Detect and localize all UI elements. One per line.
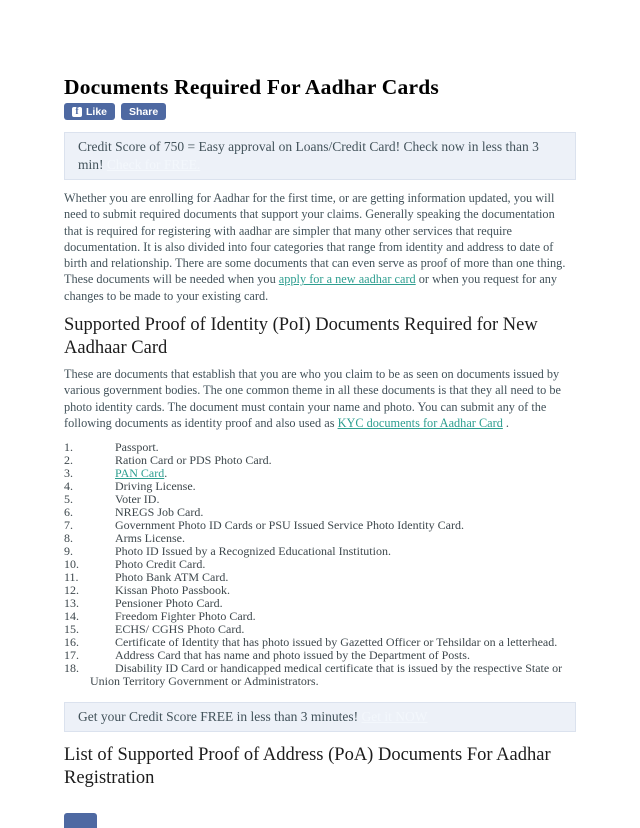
list-item-number: 5. [64, 492, 73, 507]
like-button-label: Like [86, 105, 108, 118]
list-item-text: Voter ID. [115, 492, 160, 507]
credit-score-banner-bottom [64, 702, 576, 732]
list-item-number: 8. [64, 531, 73, 546]
credit-score-banner-top [64, 132, 576, 180]
list-item-number: 10. [64, 557, 79, 572]
list-item-number: 4. [64, 479, 73, 494]
pan-card-link[interactable]: PAN Card [115, 466, 165, 481]
list-item-text: ECHS/ CGHS Photo Card. [115, 622, 245, 637]
share-button-label: Share [129, 105, 159, 118]
list-item-number: 9. [64, 544, 73, 559]
list-item-text: NREGS Job Card. [115, 505, 204, 520]
banner-top-check-free-link[interactable]: Check for FREE. [106, 157, 201, 172]
intro-text-before: Whether you are enrolling for Aadhar for the first time, or are getting information updated, you will need to submit required documents that support your claims. Generally speaking the documentation that is required for registering with aadhar are simpler that many other services that require documentation. It is also divided into four categories that range from identity and address to date of birth and relationship. There are some documents that can even serve as proof of more than one thing. These documents will be needed when you [64, 191, 566, 287]
list-item-text: Disability ID Card or handicapped medical certificate that is issued by the respective State or Union Territory Government or Administrators. [90, 661, 563, 689]
poa-section-heading: List of Supported Proof of Address (PoA) Documents For Aadhar Registration [64, 745, 551, 789]
social-buttons-row [64, 103, 576, 120]
list-item-number: 2. [64, 453, 73, 468]
facebook-share-button[interactable] [121, 103, 166, 120]
banner-bottom-text: Get your Credit Score FREE in less than 3 minutes! [78, 709, 359, 725]
facebook-like-button[interactable] [64, 103, 115, 120]
poi-section-heading: Supported Proof of Identity (PoI) Documents Required for New Aadhaar Card [64, 315, 538, 359]
list-item-number: 14. [64, 609, 79, 624]
list-item-text: Kissan Photo Passbook. [115, 583, 231, 598]
list-item-number: 11. [64, 570, 79, 585]
list-item-number: 1. [64, 440, 73, 455]
list-item-text: Photo Bank ATM Card. [115, 570, 229, 585]
list-item-number: 3. [64, 466, 73, 481]
list-item-number: 16. [64, 635, 79, 650]
intro-text-after: or when you request for any changes to be made to your existing card. [64, 272, 558, 303]
intro-paragraph [64, 190, 576, 304]
banner-top-text: Credit Score of 750 = Easy approval on Loans/Credit Card! Check now in less than 3 min! [78, 139, 539, 172]
list-item-number: 6. [64, 505, 73, 520]
list-item [64, 662, 576, 688]
list-item-text: Address Card that has name and photo issued by the Department of Posts. [115, 648, 470, 663]
list-item-number: 15. [64, 622, 79, 637]
facebook-logo-icon [72, 107, 82, 117]
banner-bottom-get-now-link[interactable]: Get it NOW [361, 709, 428, 725]
list-item-number: 7. [64, 518, 73, 533]
list-item-text: Photo Credit Card. [115, 557, 206, 572]
list-item-text: Arms License. [115, 531, 185, 546]
list-item-text: Photo ID Issued by a Recognized Educational Institution. [115, 544, 391, 559]
list-item-number: 18. [64, 661, 79, 676]
list-item-number: 12. [64, 583, 79, 598]
list-item-text: Driving License. [115, 479, 196, 494]
poi-text-before: These are documents that establish that you are who you claim to be as seen on documents issued by various government bodies. The one common theme in all these documents is that they all need to be photo identity cards. The document must contain your name and photo. You can submit any of the following documents as identity proof and also used as [64, 367, 561, 430]
list-item-text: Certificate of Identity that has photo issued by Gazetted Officer or Tehsildar on a letterhead. [115, 635, 558, 650]
list-item-text: Ration Card or PDS Photo Card. [115, 453, 272, 468]
poi-text-after: . [502, 415, 510, 430]
list-item-number: 17. [64, 648, 79, 663]
poi-paragraph [64, 366, 576, 431]
page-title: Documents Required For Aadhar Cards [64, 75, 439, 99]
poi-document-list [64, 441, 576, 688]
list-item-text: Pensioner Photo Card. [115, 596, 223, 611]
list-item-text: Government Photo ID Cards or PSU Issued Service Photo Identity Card. [115, 518, 464, 533]
list-item-text: . [164, 466, 168, 481]
cutoff-like-button[interactable] [64, 813, 97, 828]
kyc-documents-link[interactable]: KYC documents for Aadhar Card [337, 415, 503, 430]
facebook-f-glyph: f [75, 105, 79, 117]
apply-new-aadhar-link[interactable]: apply for a new aadhar card [278, 272, 416, 287]
list-item-text: Passport. [115, 440, 159, 455]
list-item-number: 13. [64, 596, 79, 611]
list-item-text: Freedom Fighter Photo Card. [115, 609, 256, 624]
